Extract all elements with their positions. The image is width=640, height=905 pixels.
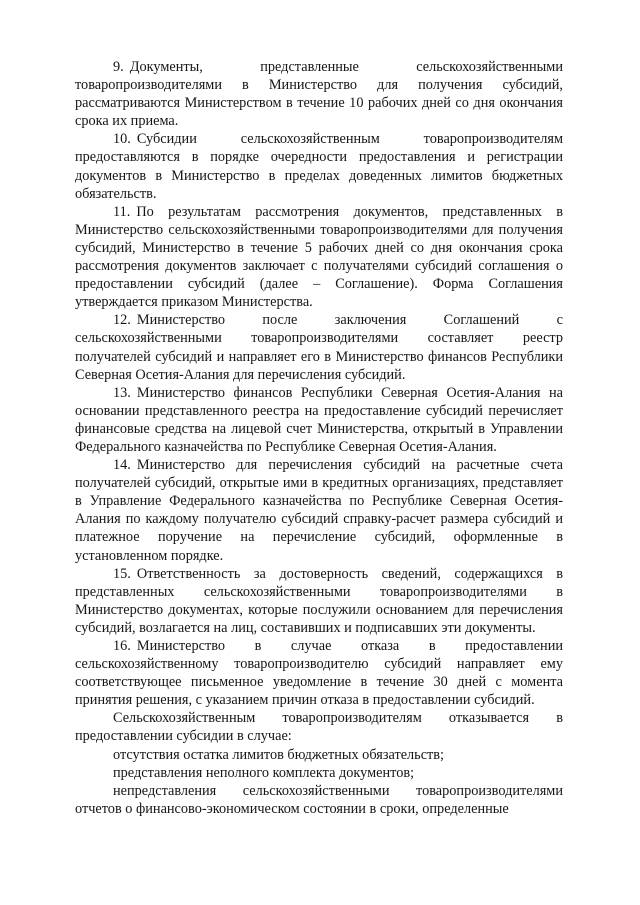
paragraph-text: Субсидии сельскохозяйственным товаропроизводителям предоставляются в порядке очередности предоставления и регистрации документов в Министерство в пределах доведенных лимитов бюджетных обязательств. [75, 131, 563, 202]
paragraph-14 [75, 456, 563, 565]
paragraph-number: 14. [113, 457, 131, 474]
paragraph-text: По результатам рассмотрения документов, представленных в Министерство сельскохозяйственными товаропроизводителями для получения субсидий, Министерство в течение 5 рабочих дней со дня окончания срока рассмотрения документов заключает с получателями субсидий соглашения о предоставлении субсидий (далее – Соглашение). Форма Соглашения утверждается приказом Министерства. [75, 203, 563, 311]
paragraph-number: 11. [113, 203, 131, 220]
paragraph-15 [75, 565, 563, 637]
paragraph-text: Министерство после заключения Соглашений с сельскохозяйственными товаропроизводителями составляет реестр получателей субсидий и направляет его в Министерство финансов Республики Северная Осетия-Алания для перечисления субсидий. [75, 312, 563, 383]
paragraph-text: Документы, представленные сельскохозяйственными товаропроизводителями в Министерство для получения субсидий, рассматриваются Министерством в течение 10 рабочих дней со дня окончания срока их приема. [75, 59, 563, 130]
paragraph-text: Министерство в случае отказа в предоставлении сельскохозяйственному товаропроизводителю субсидий направляет ему соответствующее письменное уведомление в течение 30 дней с момента принятия решения, с указанием причин отказа в предоставлении субсидий. [75, 638, 563, 709]
paragraph-text: Сельскохозяйственным товаропроизводителям отказывается в предоставлении субсидии в случае: [75, 710, 563, 745]
paragraph-number: 16. [113, 638, 131, 654]
paragraph-number: 10. [113, 131, 131, 148]
paragraph-11 [75, 203, 563, 312]
list-item: отсутствия остатка лимитов бюджетных обязательств; [113, 746, 445, 763]
paragraph-number: 13. [113, 384, 131, 401]
paragraph-text: Министерство финансов Республики Северная Осетия-Алания на основании представленного реестра на предоставление субсидий перечисляет финансовые средства на лицевой счет Министерства, открытый в Управлении Федерального казначейства по Республике Северная Осетия-Алания. [75, 384, 563, 455]
paragraph-number: 15. [113, 565, 131, 582]
paragraph-13 [75, 384, 563, 456]
paragraph-10 [75, 130, 563, 202]
list-item: представления неполного комплекта документов; [113, 764, 415, 781]
list-item: непредставления сельскохозяйственными товаропроизводителями отчетов о финансово-экономическом состоянии в сроки, определенные [75, 782, 563, 817]
document-page [75, 58, 563, 818]
paragraph-9 [75, 58, 563, 130]
paragraph-text: Ответственность за достоверность сведений, содержащихся в представленных сельскохозяйственными товаропроизводителями в Министерство документах, которые послужили основанием для перечисления субсидий, возлагается на лиц, составивших и подписавших эти документы. [75, 565, 563, 636]
paragraph-number: 12. [113, 312, 131, 329]
paragraph-12 [75, 311, 563, 383]
refusal-intro-paragraph [75, 709, 563, 745]
paragraph-text: Министерство для перечисления субсидий на расчетные счета получателей субсидий, открытые ими в кредитных организациях, представляет в Управление Федерального казначейства по Республике Северная Осетия-Алания по каждому получателю субсидий справку-расчет размера субсидий и платежное поручение на перечисление субсидий, оформленные в установленном порядке. [75, 457, 563, 564]
paragraph-number: 9. [113, 59, 124, 75]
paragraph-16 [75, 637, 563, 709]
